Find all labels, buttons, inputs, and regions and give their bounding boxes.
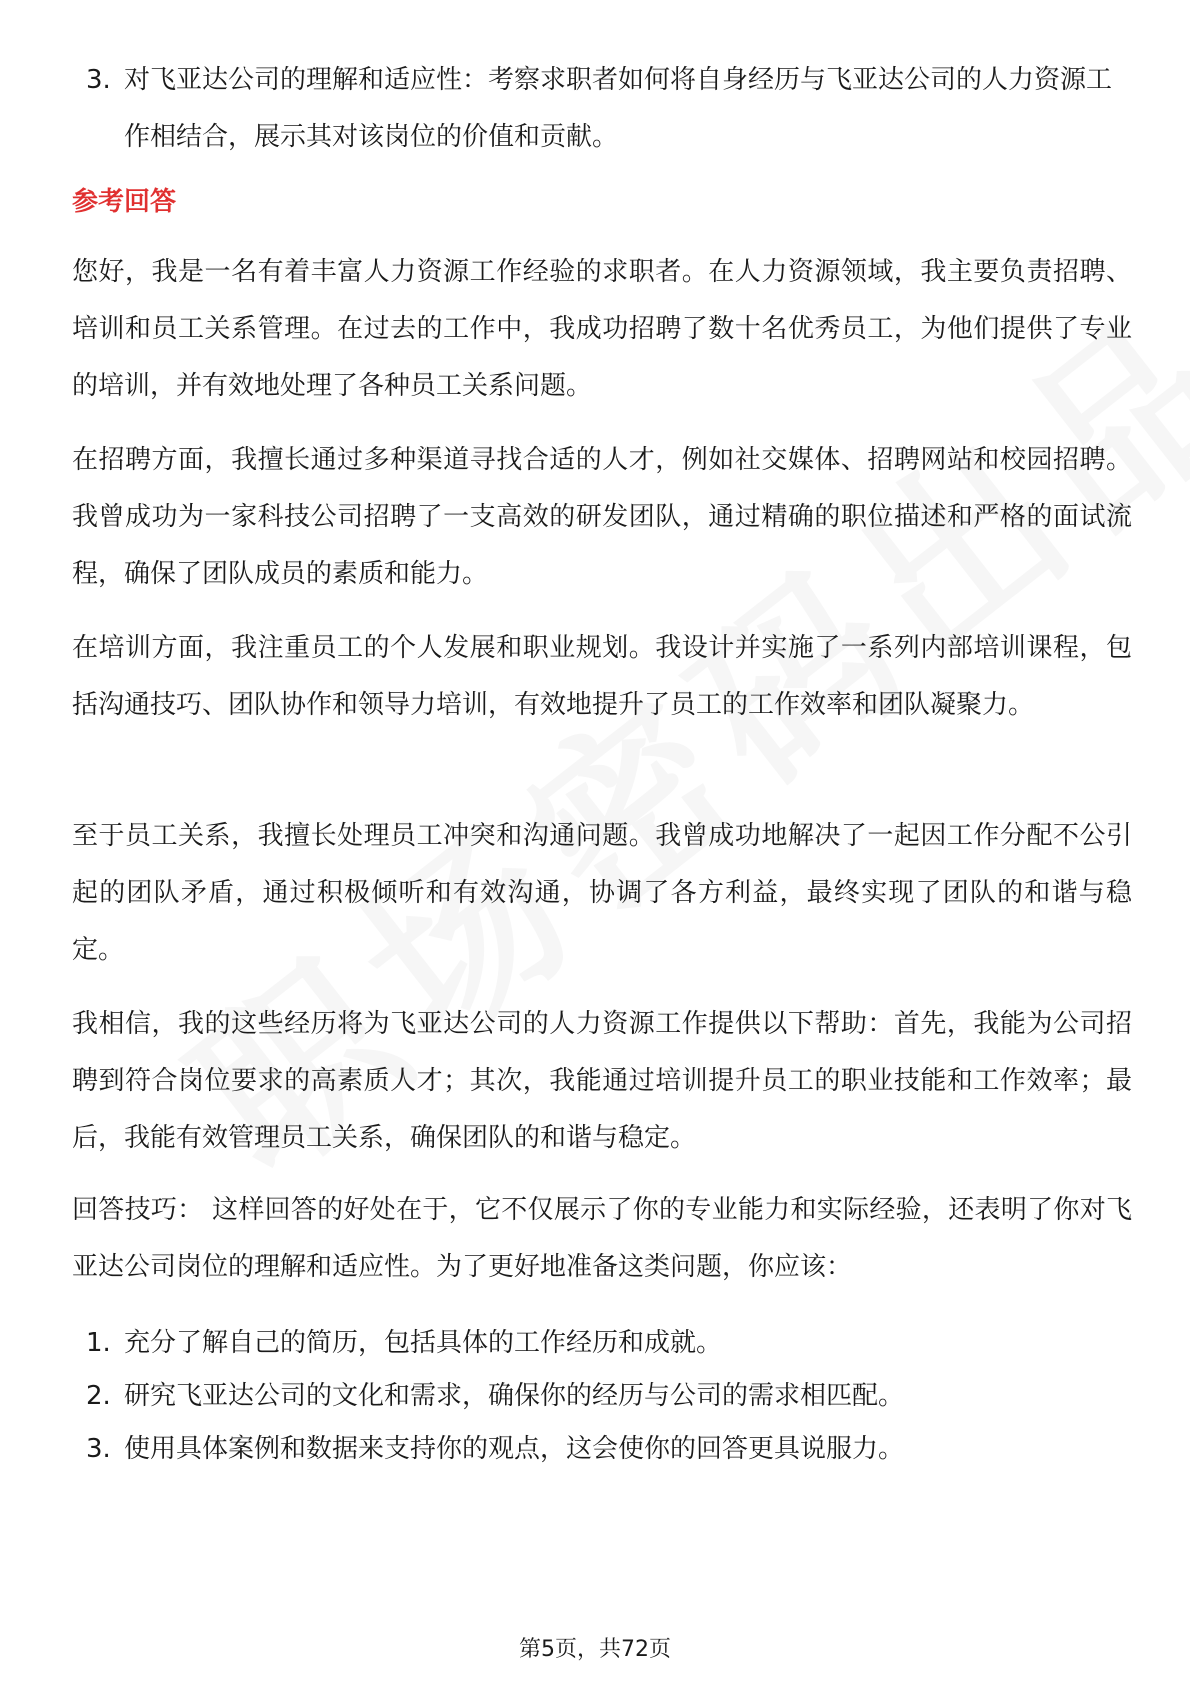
paragraph-training: 在培训方面，我注重员工的个人发展和职业规划。我设计并实施了一系列内部培训课程，包括沟通技巧、团队协作和领导力培训，有效地提升了员工的工作效率和团队凝聚力。	[72, 633, 1132, 720]
paragraph-contribution: 我相信，我的这些经历将为飞亚达公司的人力资源工作提供以下帮助：首先，我能为公司招聘到符合岗位要求的高素质人才；其次，我能通过培训提升员工的职业技能和工作效率；最后，我能有效管理员工关系，确保团队的和谐与稳定。	[72, 1009, 1132, 1153]
list-text: 对飞亚达公司的理解和适应性：考察求职者如何将自身经历与飞亚达公司的人力资源工作相结合，展示其对该岗位的价值和贡献。	[124, 65, 1113, 152]
paragraph-employee-relations: 至于员工关系，我擅长处理员工冲突和沟通问题。我曾成功地解决了一起因工作分配不公引起的团队矛盾，通过积极倾听和有效沟通，协调了各方利益，最终实现了团队的和谐与稳定。	[72, 821, 1132, 965]
list-text: 研究飞亚达公司的文化和需求，确保你的经历与公司的需求相匹配。	[124, 1381, 905, 1411]
paragraph-intro: 您好，我是一名有着丰富人力资源工作经验的求职者。在人力资源领域，我主要负责招聘、培训和员工关系管理。在过去的工作中，我成功招聘了数十名优秀员工，为他们提供了专业的培训，并有效地处理了各种员工关系问题。	[72, 257, 1132, 401]
list-number: 3.	[86, 65, 111, 95]
list-text: 使用具体案例和数据来支持你的观点，这会使你的回答更具说服力。	[124, 1434, 905, 1464]
list-item-intro	[72, 52, 1122, 166]
paragraph-answer-tips: 回答技巧： 这样回答的好处在于，它不仅展示了你的专业能力和实际经验，还表明了你对飞亚达公司岗位的理解和适应性。为了更好地准备这类问题，你应该：	[72, 1195, 1132, 1282]
paragraph-recruiting: 在招聘方面，我擅长通过多种渠道寻找合适的人才，例如社交媒体、招聘网站和校园招聘。我曾成功为一家科技公司招聘了一支高效的研发团队，通过精确的职位描述和严格的面试流程，确保了团队成员的素质和能力。	[72, 445, 1132, 589]
list-number: 2.	[86, 1381, 111, 1411]
page-footer: 第5页，共72页	[519, 1637, 671, 1662]
list-number: 1.	[86, 1328, 111, 1358]
list-text: 充分了解自己的简历，包括具体的工作经历和成就。	[124, 1328, 723, 1358]
list-number: 3.	[86, 1434, 111, 1464]
list-item-tip-2	[72, 1368, 1122, 1425]
list-item-tip-1	[72, 1315, 1122, 1372]
answer-heading: 参考回答	[72, 187, 177, 217]
list-item-tip-3	[72, 1421, 1122, 1478]
